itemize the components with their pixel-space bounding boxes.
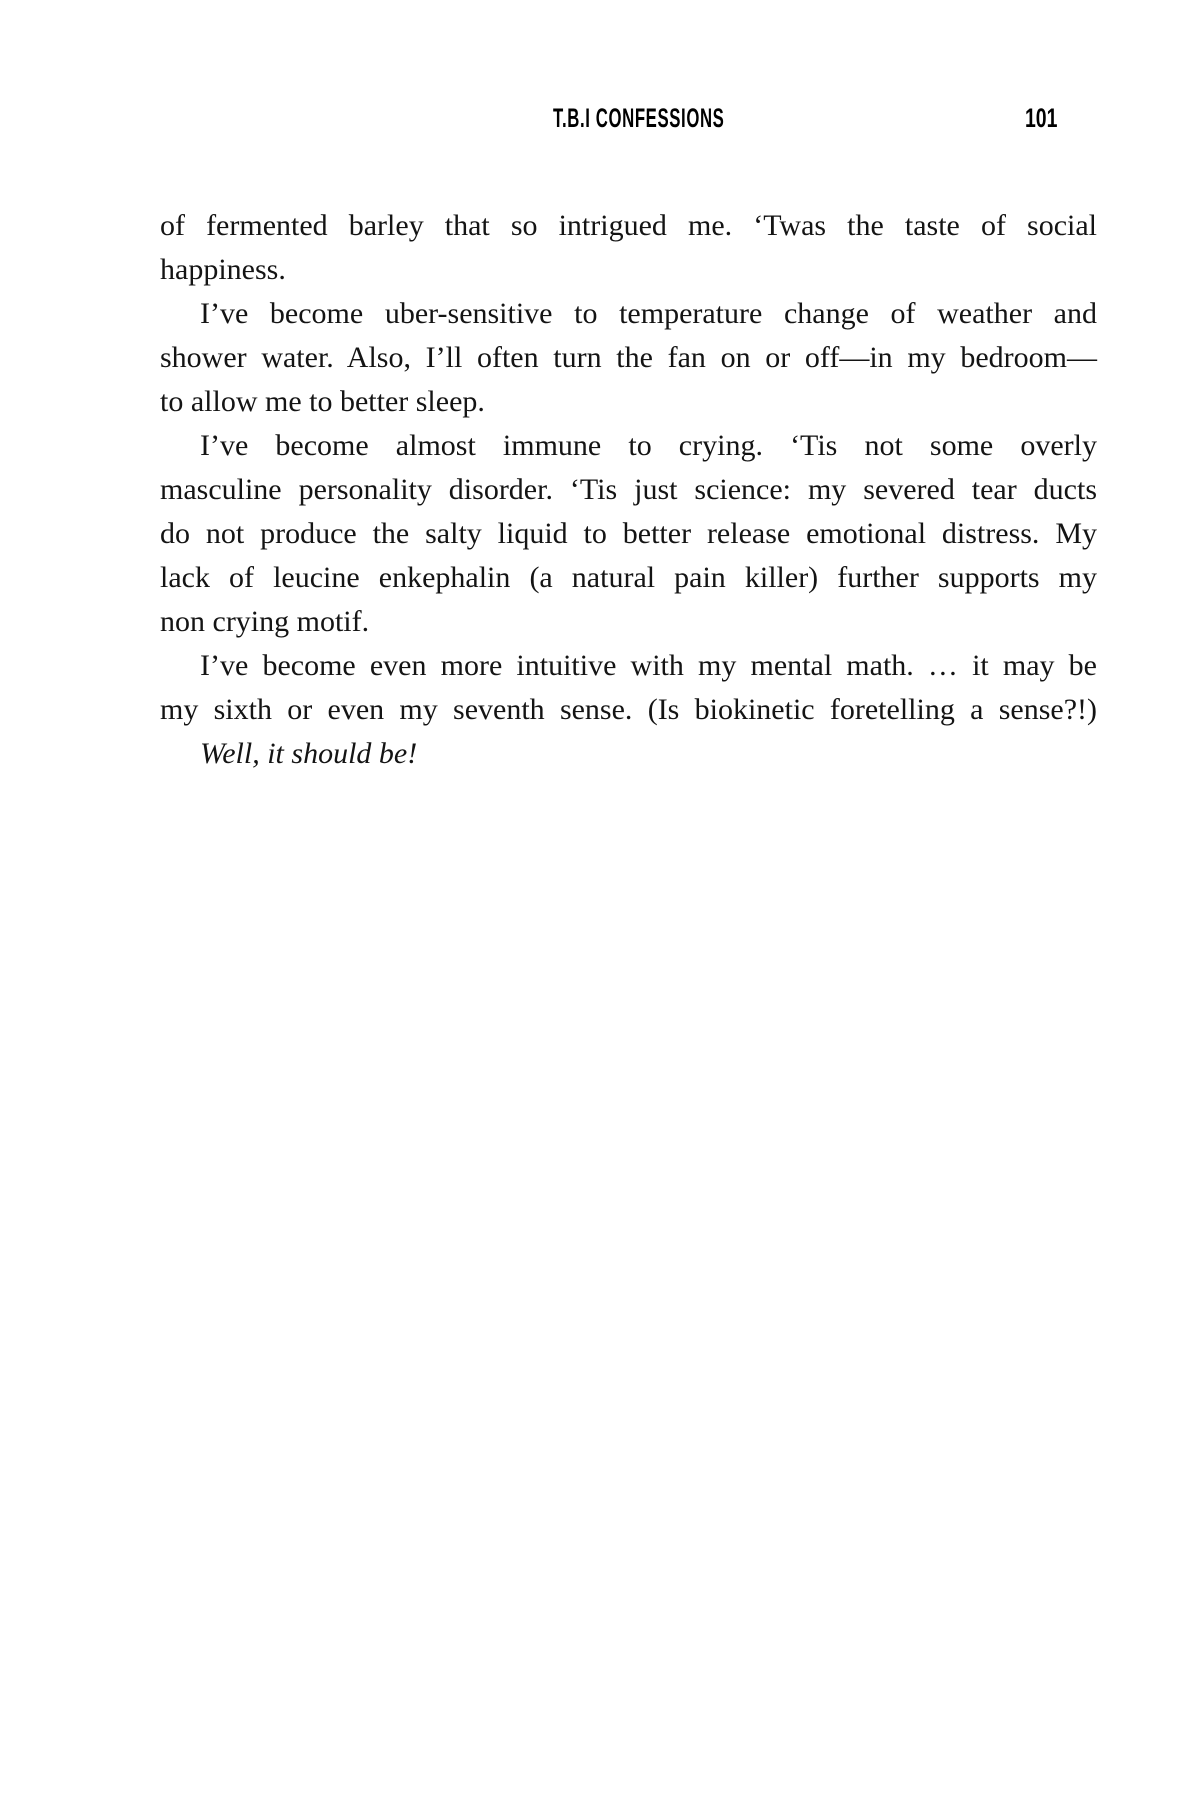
page-body (160, 204, 1097, 776)
paragraph-closing-italic (160, 732, 1097, 776)
page-number: 101 (1025, 103, 1058, 133)
paragraph-crying (160, 424, 1097, 644)
text-line: lack of leucine enkephalin (a natural pain killer) further supports my (160, 561, 1097, 594)
text-line: I’ve become almost immune to crying. ‘Tis not some overly (200, 429, 1097, 462)
text-line: my sixth or even my seventh sense. (Is biokinetic foretelling a sense?!) (160, 693, 1097, 726)
text-line: shower water. Also, I’ll often turn the fan on or off—in my bedroom— (160, 341, 1097, 374)
text-line: non crying motif. (160, 605, 370, 638)
text-line: do not produce the salty liquid to better release emotional distress. My (160, 517, 1097, 550)
text-line: to allow me to better sleep. (160, 385, 485, 418)
text-line: Well, it should be! (200, 737, 418, 770)
paragraph-mental-math (160, 644, 1097, 732)
paragraph-temperature (160, 292, 1097, 424)
text-line: of fermented barley that so intrigued me. ‘Twas the taste of social (160, 209, 1097, 242)
text-line: masculine personality disorder. ‘Tis just science: my severed tear ducts (160, 473, 1097, 506)
text-line: I’ve become even more intuitive with my mental math. … it may be (200, 649, 1097, 682)
text-line: happiness. (160, 253, 286, 286)
running-head (0, 104, 1200, 132)
text-line: I’ve become uber-sensitive to temperature change of weather and (200, 297, 1097, 330)
paragraph-continuation (160, 204, 1097, 292)
book-title: T.B.I CONFESSIONS (553, 103, 725, 133)
